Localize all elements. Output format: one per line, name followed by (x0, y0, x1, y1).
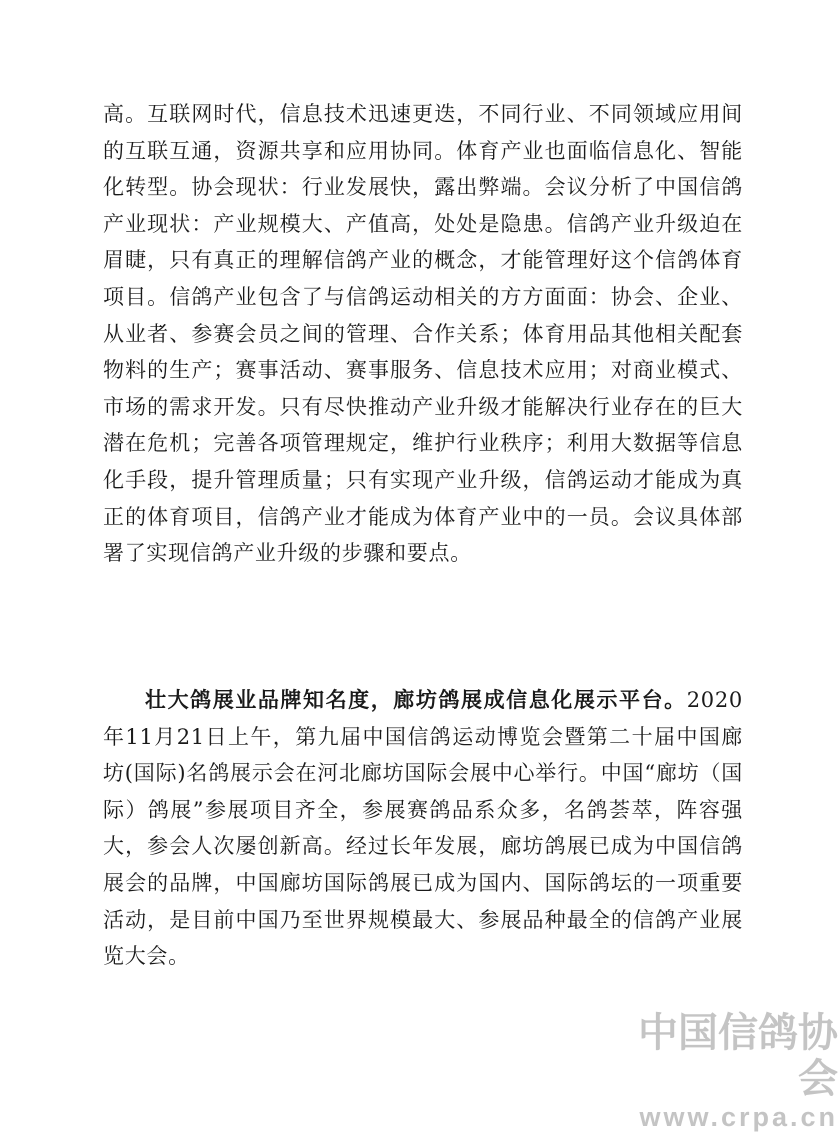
watermark (608, 1010, 838, 1132)
body-paragraph-1: 高。互联网时代，信息技术迅速更迭，不同行业、不同领域应用间的互联互通，资源共享和应用协同。体育产业也面临信息化、智能化转型。协会现状：行业发展快，露出弊端。会议分析了中国信鸽产业现状：产业规模大、产值高，处处是隐患。信鸽产业升级迫在眉睫，只有真正的理解信鸽产业的概念，才能管理好这个信鸽体育项目。信鸽产业包含了与信鸽运动相关的方方面面：协会、企业、从业者、参赛会员之间的管理、合作关系；体育用品其他相关配套物料的生产；赛事活动、赛事服务、信息技术应用；对商业模式、市场的需求开发。只有尽快推动产业升级才能解决行业存在的巨大潜在危机；完善各项管理规定，维护行业秩序；利用大数据等信息化手段，提升管理质量；只有实现产业升级，信鸽运动才能成为真正的体育项目，信鸽产业才能成为体育产业中的一员。会议具体部署了实现信鸽产业升级的步骤和要点。 (103, 102, 743, 566)
watermark-url: www.crpa.cn (639, 1102, 838, 1132)
paragraph-2-body-text: 2020年11月21日上午，第九届中国信鸽运动博览会暨第二十届中国廊坊(国际)名鸽展示会在河北廊坊国际会展中心举行。中国“廊坊（国际）鸽展”参展项目齐全，参展赛鸽品系众多，名鸽荟萃，阵容强大，参会人次屡创新高。经过长年发展，廊坊鸽展已成为中国信鸽展会的品牌，中国廊坊国际鸽展已成为国内、国际鸽坛的一项重要活动，是目前中国乃至世界规模最大、参展品种最全的信鸽产业展览大会。 (103, 688, 743, 969)
paragraph-2-lead-heading: 壮大鸽展业品牌知名度，廊坊鸽展成信息化展示平台。 (145, 687, 687, 712)
body-paragraph-2 (103, 682, 743, 975)
watermark-logo-text: 中国信鸽协会 (638, 1011, 838, 1101)
